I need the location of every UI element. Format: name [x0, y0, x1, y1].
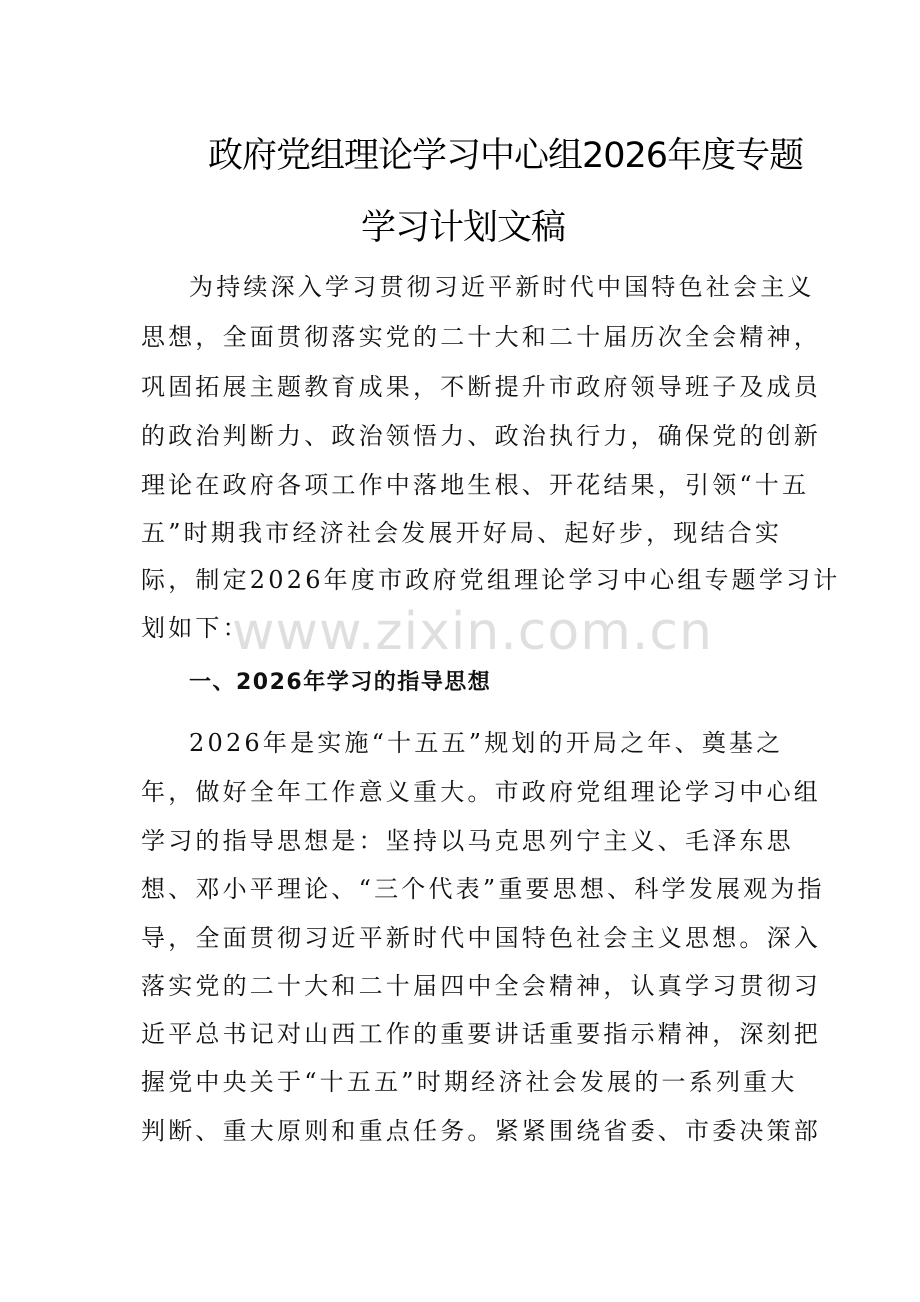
- paragraph-1-line: 的政治判断力、政治领悟力、政治执行力，确保党的创新: [141, 422, 821, 450]
- watermark-text: www.zixin.com.cn: [232, 602, 713, 662]
- paragraph-2-line: 落实党的二十大和二十届四中全会精神，认真学习贯彻习: [141, 972, 821, 1000]
- paragraph-2-line: 导，全面贯彻习近平新时代中国特色社会主义思想。深入: [141, 924, 821, 952]
- paragraph-2-line: 近平总书记对山西工作的重要讲话重要指示精神，深刻把: [141, 1020, 821, 1048]
- section-1-heading: 一、2026年学习的指导思想: [189, 670, 492, 695]
- paragraph-1-line: 际，制定2026年度市政府党组理论学习中心组专题学习计: [141, 566, 841, 594]
- document-title-line-1: 政府党组理论学习中心组2026年度专题: [208, 136, 804, 176]
- paragraph-1-line: 划如下：: [141, 614, 250, 642]
- document-title-line-2: 学习计划文稿: [361, 208, 566, 248]
- paragraph-1-line: 五”时期我市经济社会发展开好局、起好步，现结合实: [141, 519, 783, 547]
- paragraph-1-line: 为持续深入学习贯彻习近平新时代中国特色社会主义: [189, 273, 815, 301]
- paragraph-2-line: 判断、重大原则和重点任务。紧紧围绕省委、市委决策部: [141, 1117, 821, 1145]
- paragraph-1-line: 思想，全面贯彻落实党的二十大和二十届历次全会精神，: [141, 323, 821, 351]
- paragraph-2-line: 年，做好全年工作意义重大。市政府党组理论学习中心组: [141, 778, 821, 806]
- paragraph-2-line: 2026年是实施“十五五”规划的开局之年、奠基之: [189, 729, 784, 757]
- paragraph-2-line: 想、邓小平理论、“三个代表”重要思想、科学发展观为指: [141, 875, 825, 903]
- paragraph-2-line: 握党中央关于“十五五”时期经济社会发展的一系列重大: [141, 1068, 798, 1096]
- paragraph-1-line: 理论在政府各项工作中落地生根、开花结果，引领“十五: [141, 471, 810, 499]
- paragraph-2-line: 学习的指导思想是：坚持以马克思列宁主义、毛泽东思: [141, 827, 794, 855]
- paragraph-1-line: 巩固拓展主题教育成果，不断提升市政府领导班子及成员: [141, 373, 821, 401]
